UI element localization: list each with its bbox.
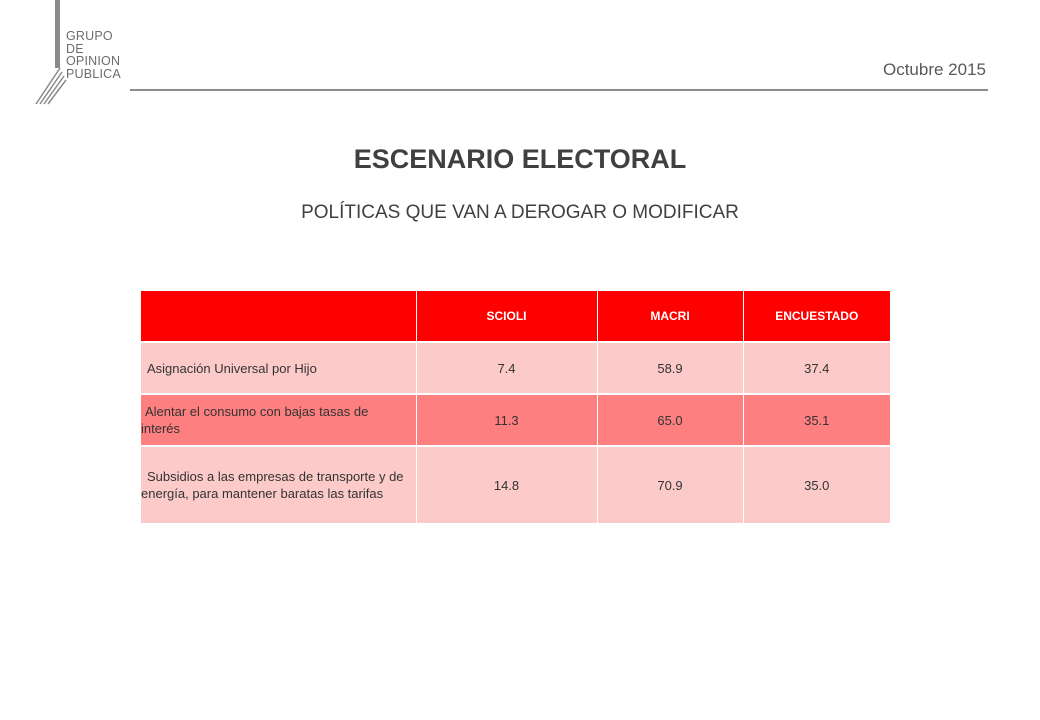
table-header-row (141, 291, 890, 342)
column-header-scioli: SCIOLI (416, 291, 597, 342)
cell-macri: 58.9 (597, 342, 743, 394)
row-label-text: Asignación Universal por Hijo (147, 360, 317, 376)
logo-bar (55, 0, 60, 68)
logo-line: GRUPO (66, 29, 113, 43)
cell-macri: 65.0 (597, 394, 743, 446)
cell-encuestado: 37.4 (743, 342, 890, 394)
row-label (141, 394, 416, 446)
row-label-text: Subsidios a las empresas de transporte y de energía, para mantener baratas las tarifas (141, 469, 404, 501)
row-label (141, 446, 416, 524)
cell-macri: 70.9 (597, 446, 743, 524)
cell-scioli: 11.3 (416, 394, 597, 446)
table-row (141, 394, 890, 446)
table-row (141, 446, 890, 524)
column-header-empty (141, 291, 416, 342)
logo-line: OPINION (66, 54, 121, 68)
results-table (141, 291, 890, 525)
row-label (141, 342, 416, 394)
column-header-macri: MACRI (597, 291, 743, 342)
page-title: ESCENARIO ELECTORAL (353, 144, 687, 174)
header-divider (130, 89, 988, 91)
logo-line: DE (66, 41, 84, 56)
page-subtitle: POLÍTICAS QUE VAN A DEROGAR O MODIFICAR (301, 202, 739, 223)
row-label-text: Alentar el consumo con bajas tasas de interés (141, 404, 369, 436)
report-date: Octubre 2015 (882, 60, 986, 79)
cell-scioli: 14.8 (416, 446, 597, 524)
logo-line: PUBLICA (66, 66, 121, 81)
logo-text (66, 30, 121, 80)
cell-encuestado: 35.0 (743, 446, 890, 524)
cell-scioli: 7.4 (416, 342, 597, 394)
cell-encuestado: 35.1 (743, 394, 890, 446)
column-header-encuestado: ENCUESTADO (743, 291, 890, 342)
table-row (141, 342, 890, 394)
